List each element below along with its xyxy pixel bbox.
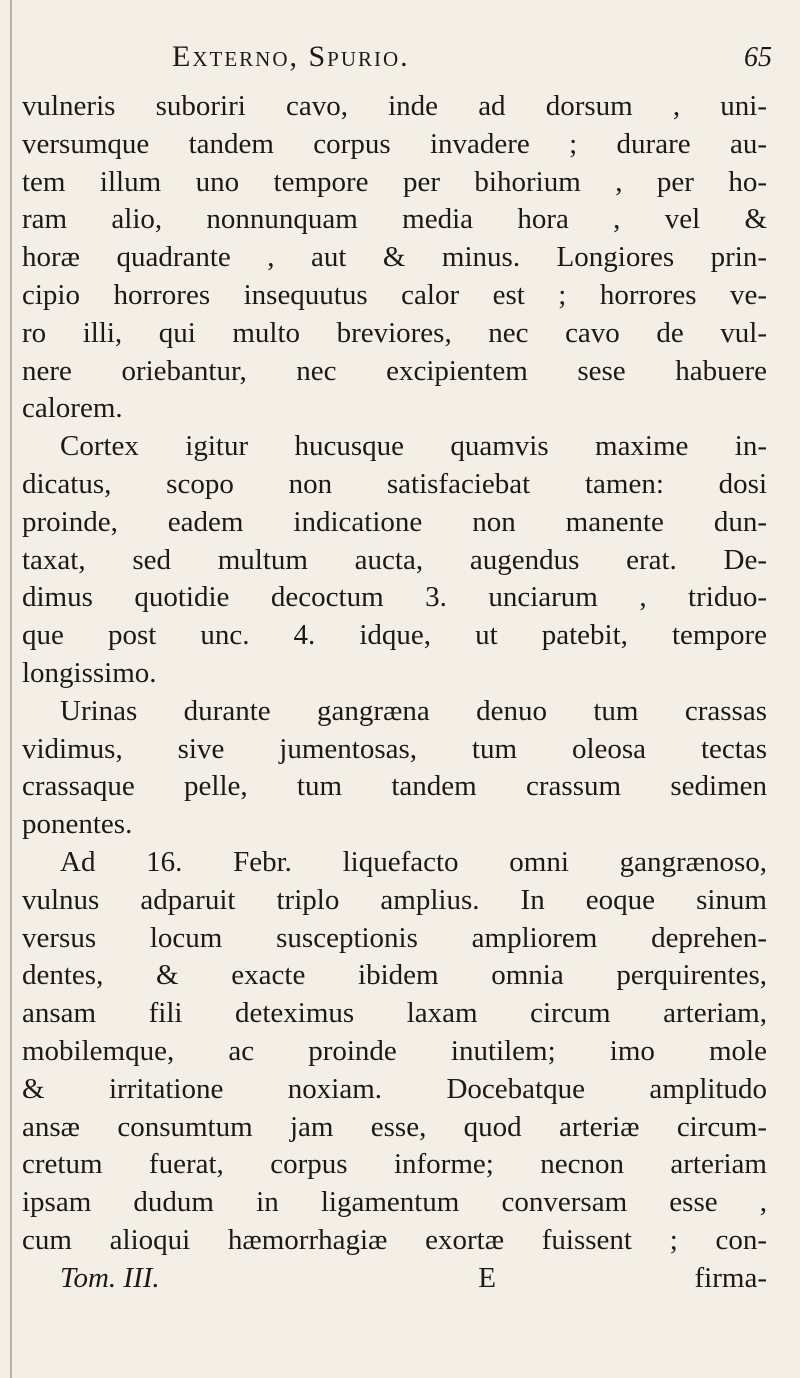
text-line: versumque tandem corpus invadere ; durare au- xyxy=(22,127,767,160)
text-line: ansæ consumtum jam esse, quod arteriæ circum- xyxy=(22,1110,767,1143)
running-head xyxy=(22,38,782,88)
text-line: dicatus, scopo non satisfaciebat tamen: dosi xyxy=(22,467,767,500)
text-line: dentes, & exacte ibidem omnia perquirentes, xyxy=(22,959,767,992)
text-line: tem illum uno tempore per bihorium , per ho- xyxy=(22,165,767,198)
text-line: ipsam dudum in ligamentum conversam esse , xyxy=(22,1186,767,1219)
text-line: proinde, eadem indicatione non manente dun- xyxy=(22,505,767,538)
paragraph-start-line: Cortex igitur hucusque quamvis maxime in- xyxy=(60,430,767,463)
text-line: & irritatione noxiam. Docebatque amplitudo xyxy=(22,1072,767,1105)
running-title: Externo, Spurio. xyxy=(172,40,410,73)
signature-letter: E xyxy=(478,1261,496,1294)
text-line: vulneris suboriri cavo, inde ad dorsum , uni- xyxy=(22,90,767,122)
book-page xyxy=(22,38,782,1298)
page-number: 65 xyxy=(744,42,772,73)
text-line: dimus quotidie decoctum 3. unciarum , triduo- xyxy=(22,581,767,614)
body-text xyxy=(22,88,767,1260)
paragraph-start-line: Urinas durante gangræna denuo tum crassas xyxy=(60,694,767,727)
paragraph-start-line: Ad 16. Febr. liquefacto omni gangrænoso, xyxy=(60,845,767,878)
text-line: vulnus adparuit triplo amplius. In eoque sinum xyxy=(22,883,767,916)
page-gutter-edge xyxy=(10,0,12,1378)
text-line: vidimus, sive jumentosas, tum oleosa tectas xyxy=(22,732,767,765)
text-line: longissimo. xyxy=(22,656,157,689)
text-line: ponentes. xyxy=(22,808,133,841)
text-line: ram alio, nonnunquam media hora , vel & xyxy=(22,203,767,236)
text-line: que post unc. 4. idque, ut patebit, tempore xyxy=(22,619,767,652)
text-line: cipio horrores insequutus calor est ; horrores ve- xyxy=(22,278,767,311)
text-line: calorem. xyxy=(22,392,123,425)
text-line: cretum fuerat, corpus informe; necnon arteriam xyxy=(22,1148,767,1181)
text-line: versus locum susceptionis ampliorem deprehen- xyxy=(22,921,767,954)
text-line: cum alioqui hæmorrhagiæ exortæ fuissent ; con- xyxy=(22,1223,767,1256)
text-line: mobilemque, ac proinde inutilem; imo mole xyxy=(22,1034,767,1067)
text-line: horæ quadrante , aut & minus. Longiores prin- xyxy=(22,241,767,274)
text-line: crassaque pelle, tum tandem crassum sedimen xyxy=(22,770,767,803)
text-line: taxat, sed multum aucta, augendus erat. De- xyxy=(22,543,767,576)
signature-line xyxy=(22,1260,767,1298)
text-line: ansam fili deteximus laxam circum arteriam, xyxy=(22,997,767,1030)
text-line: nere oriebantur, nec excipientem sese habuere xyxy=(22,354,767,387)
volume-mark: Tom. III. xyxy=(60,1261,160,1294)
text-line: ro illi, qui multo breviores, nec cavo de vul- xyxy=(22,316,767,349)
catchword: firma- xyxy=(694,1261,767,1294)
